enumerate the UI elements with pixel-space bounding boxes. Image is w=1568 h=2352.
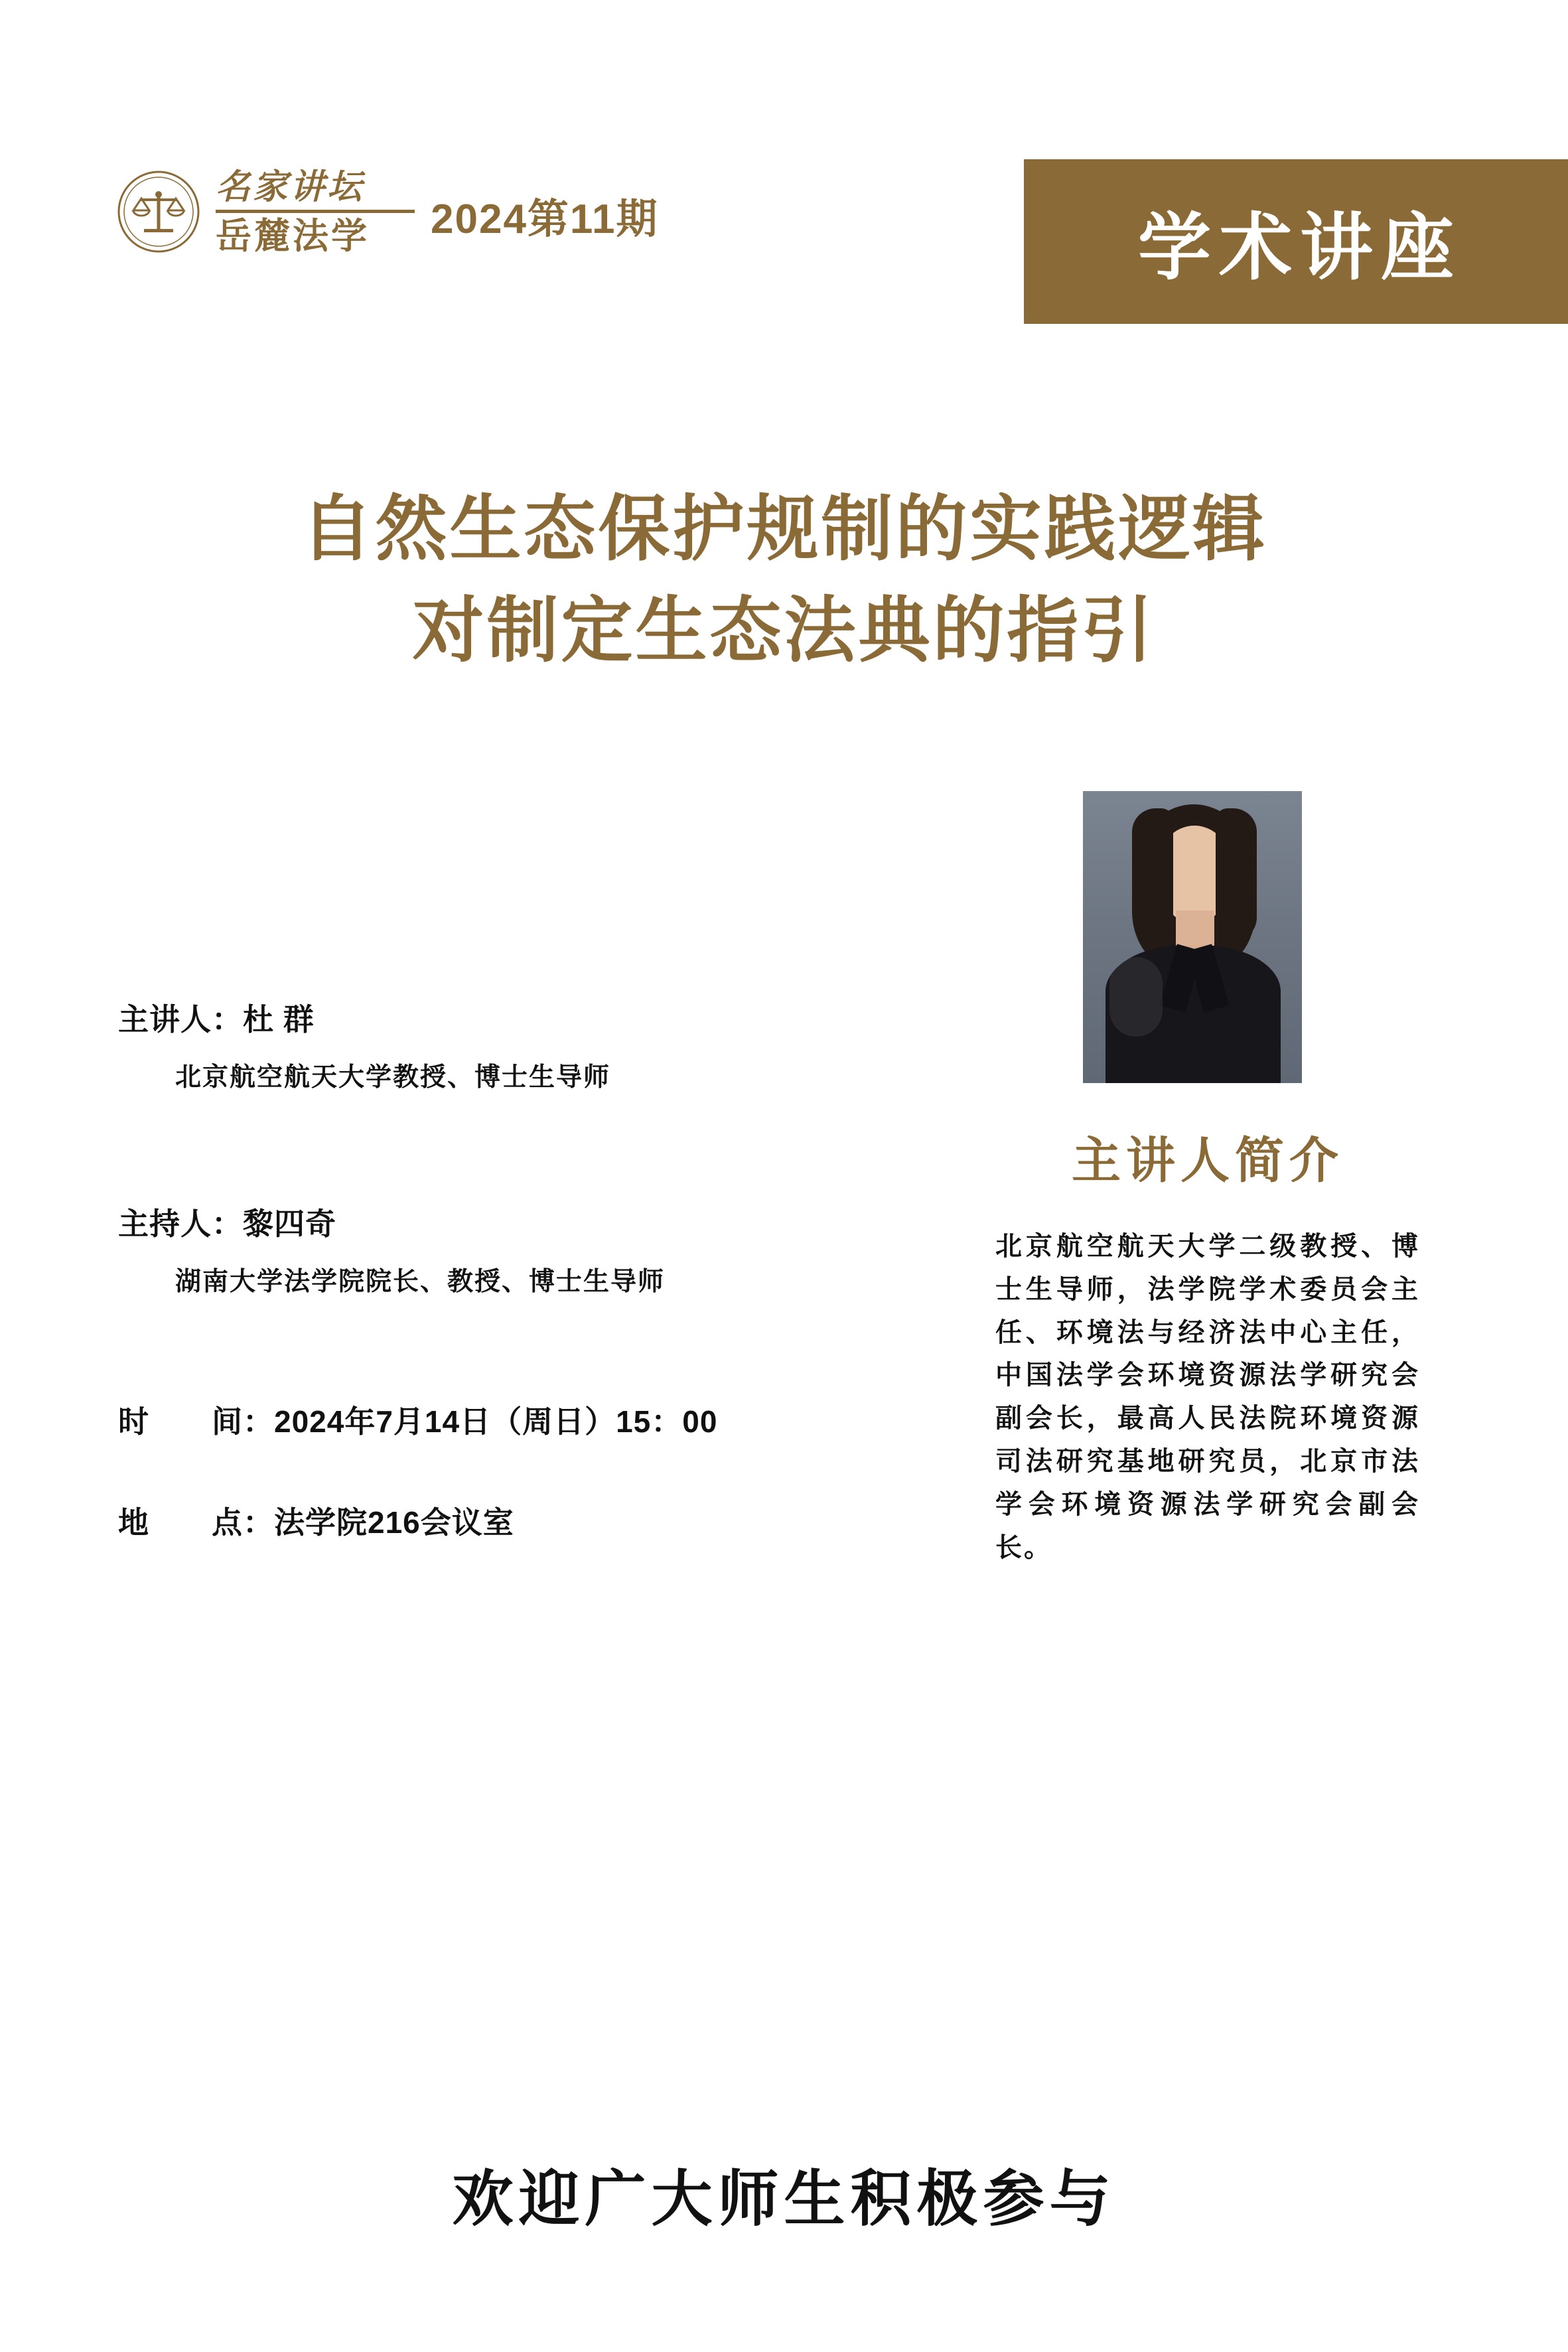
page-title-line-2: 对制定生态法典的指引 xyxy=(412,590,1156,671)
brand-text xyxy=(216,167,415,257)
scales-of-justice-emblem-icon xyxy=(116,169,201,254)
host-affiliation: 湖南大学法学院院长、教授、博士生导师 xyxy=(175,1266,666,1297)
spacer xyxy=(118,1094,954,1200)
spacer xyxy=(118,1441,954,1499)
speaker-portrait xyxy=(1083,791,1302,1083)
portrait-hair-left xyxy=(1132,808,1173,934)
host-label: 主持人：黎四奇 xyxy=(118,1207,336,1241)
speaker-bio-block xyxy=(995,1122,1420,1569)
brand-block xyxy=(116,167,659,257)
footer-invitation: 欢迎广大师生积极参与 xyxy=(452,2166,1116,2233)
brand-divider xyxy=(216,210,415,213)
page-title xyxy=(0,478,1568,682)
page-title-line-1: 自然生态保护规制的实践逻辑 xyxy=(301,488,1267,569)
event-location: 地 点：法学院216会议室 xyxy=(118,1505,514,1540)
issue-number: 2024第11期 xyxy=(431,196,659,243)
event-time: 时 间：2024年7月14日（周日）15：00 xyxy=(118,1404,718,1439)
spacer xyxy=(118,1298,954,1398)
speaker-affiliation: 北京航空航天大学教授、博士生导师 xyxy=(175,1062,611,1092)
lecture-type-badge xyxy=(1024,159,1568,324)
speaker-bio-text: 北京航空航天大学二级教授、博士生导师，法学院学术委员会主任、环境法与经济法中心主任，中国法学会环境资源法学研究会副会长，最高人民法院环境资源司法研究基地研究员，北京市法学会环境资源法学研究会副会长。 xyxy=(995,1230,1420,1563)
brand-line-2: 岳麓法学 xyxy=(216,214,370,257)
speaker-bio-title: 主讲人简介 xyxy=(1072,1132,1344,1189)
poster-header xyxy=(0,0,1568,345)
lecture-type-badge-label: 学术讲座 xyxy=(1138,207,1462,289)
speaker-label: 主讲人：杜 群 xyxy=(118,1002,315,1037)
portrait-hair-right xyxy=(1216,808,1257,941)
brand-line-1: 名家讲坛 xyxy=(216,167,365,207)
speaker-info-block xyxy=(118,995,954,1542)
portrait-highlight xyxy=(1109,957,1163,1037)
